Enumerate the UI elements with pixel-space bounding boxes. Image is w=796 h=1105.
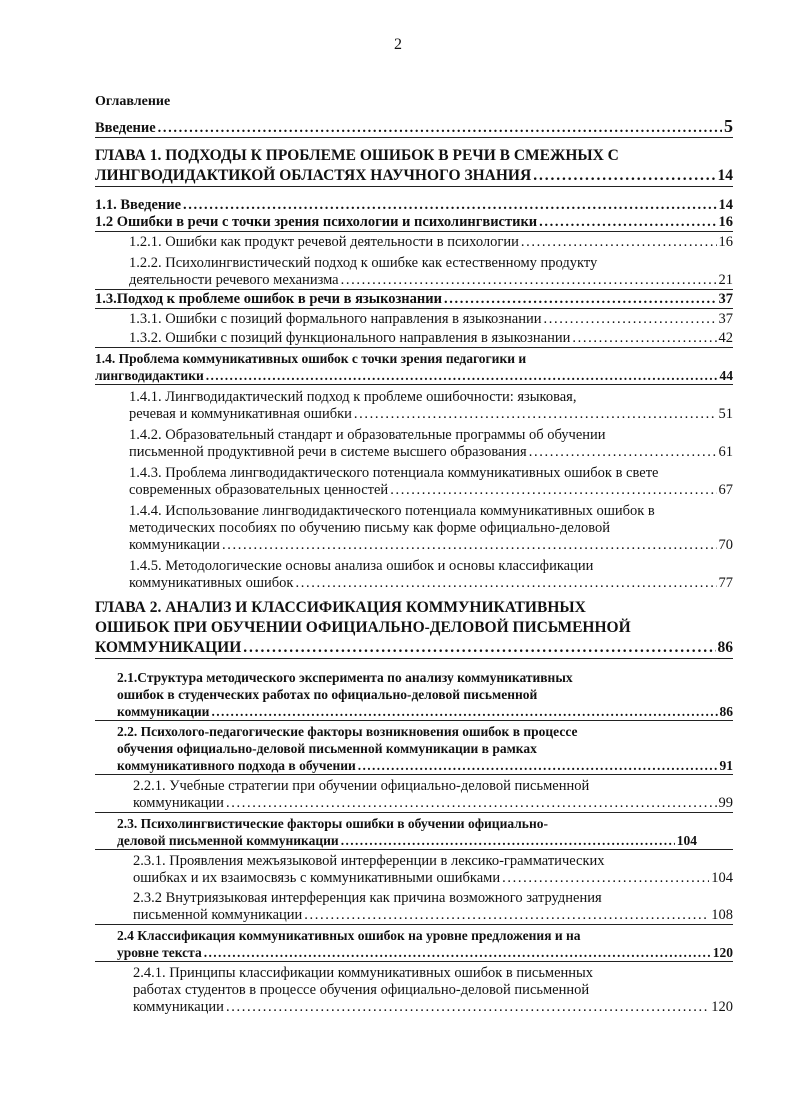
toc-entry-title: обучения официально-деловой письменной коммуникации в рамках — [117, 741, 537, 756]
toc-entry-title: письменной продуктивной речи в системе высшего образования — [129, 444, 527, 460]
toc-entry-page: 77 — [718, 575, 733, 591]
toc-entry-page: 120 — [711, 999, 733, 1015]
toc-entry-1-4-3[interactable] — [95, 465, 733, 499]
toc-entry-1-4-2[interactable] — [95, 427, 733, 461]
toc-entry-title: ГЛАВА 2. АНАЛИЗ И КЛАССИФИКАЦИЯ КОММУНИКАТИВНЫХ — [95, 599, 586, 616]
toc-entry-page: 14 — [717, 167, 733, 184]
toc-entry-2-3[interactable] — [95, 815, 733, 850]
toc-entry-2-2[interactable] — [95, 723, 733, 775]
toc-entry-title: 1.3.2. Ошибки с позиций функционального направления в языкознании — [129, 330, 571, 346]
toc-entry-1-3[interactable] — [95, 291, 733, 309]
toc-entry-2-2-1[interactable] — [95, 778, 733, 813]
toc-entry-title: ГЛАВА 1. ПОДХОДЫ К ПРОБЛЕМЕ ОШИБОК В РЕЧИ В СМЕЖНЫХ С — [95, 147, 619, 164]
toc-entry-page: 108 — [711, 907, 733, 923]
toc-entry-page: 99 — [718, 795, 733, 811]
toc-entry-page: 104 — [676, 833, 697, 848]
toc-entry-title: лингводидактики — [95, 368, 204, 383]
toc-entry-1-2[interactable] — [95, 214, 733, 232]
toc-entry-title: 1.2 Ошибки в речи с точки зрения психологии и психолингвистики — [95, 214, 538, 230]
toc-entry-1-2-2[interactable] — [95, 255, 733, 290]
toc-entry-title: 1.4.4. Использование лингводидактического потенциала коммуникативных ошибок в — [129, 503, 655, 519]
toc-entry-title: 2.4 Классификация коммуникативных ошибок на уровне предложения и на — [117, 928, 581, 943]
toc-entry-1-2-1[interactable] — [95, 234, 733, 251]
toc-entry-page: 16 — [718, 214, 733, 230]
toc-entry-title: 1.1. Введение — [95, 197, 182, 213]
toc-entry-1-4[interactable] — [95, 350, 733, 385]
toc-entry-title: методических пособиях по обучению письму как форме официально-деловой — [129, 520, 611, 536]
toc-entry-title: 1.2.1. Ошибки как продукт речевой деятельности в психологии — [129, 234, 519, 250]
toc-entry-page: 21 — [718, 272, 733, 288]
toc-entry-title: ОШИБОК ПРИ ОБУЧЕНИИ ОФИЦИАЛЬНО-ДЕЛОВОЙ ПИСЬМЕННОЙ — [95, 619, 631, 636]
toc-entry-2-3-2[interactable] — [95, 890, 733, 925]
toc-entry-page: 42 — [718, 330, 733, 346]
toc-entry-title: КОММУНИКАЦИИ — [95, 639, 242, 656]
toc-entry-page: 5 — [724, 116, 733, 136]
toc-entry-title: коммуникации — [117, 704, 210, 719]
toc-entry-page: 44 — [719, 368, 733, 383]
toc-entry-page: 67 — [718, 482, 733, 498]
toc-entry-page: 61 — [718, 444, 733, 460]
toc-entry-title: 1.4.2. Образовательный стандарт и образовательные программы об обучении — [129, 427, 606, 443]
toc-entry-1-3-1[interactable] — [95, 311, 733, 328]
toc-entry-page: 51 — [718, 406, 733, 422]
toc-entry-title: 2.2. Психолого-педагогические факторы возникновения ошибок в процессе — [117, 724, 578, 739]
toc-entry-title: речевая и коммуникативная ошибки — [129, 406, 352, 422]
toc-entry-title: деловой письменной коммуникации — [117, 833, 339, 848]
toc-entry-page: 70 — [718, 537, 733, 553]
toc-entry-title: 2.3. Психолингвистические факторы ошибки в обучении официально- — [117, 816, 548, 831]
toc-entry-title: коммуникативного подхода в обучении — [117, 758, 356, 773]
toc-entry-page: 86 — [719, 704, 733, 719]
toc-entry-1-1[interactable] — [95, 197, 733, 214]
toc-entry-title: 2.1.Структура методического эксперимента по анализу коммуникативных — [117, 670, 573, 685]
toc-entry-page: 86 — [717, 639, 733, 656]
toc-entry-intro[interactable] — [95, 118, 733, 138]
toc-entry-title: 2.2.1. Учебные стратегии при обучении официально-деловой письменной — [133, 778, 590, 794]
toc-entry-title: уровне текста — [117, 945, 202, 960]
toc-entry-2-1[interactable] — [95, 669, 733, 721]
toc-entry-title: деятельности речевого механизма — [129, 272, 339, 288]
toc-entry-title: коммуникации — [133, 795, 224, 811]
toc-entry-title: 1.4.1. Лингводидактический подход к проблеме ошибочности: языковая, — [129, 389, 577, 405]
table-of-contents — [95, 118, 733, 1016]
toc-entry-title: коммуникации — [129, 537, 220, 553]
toc-entry-title: коммуникативных ошибок — [129, 575, 294, 591]
toc-chapter-2[interactable] — [95, 598, 733, 659]
toc-entry-page: 14 — [718, 197, 733, 213]
toc-entry-title: 1.4.5. Методологические основы анализа ошибок и основы классификации — [129, 558, 594, 574]
toc-entry-title: современных образовательных ценностей — [129, 482, 389, 498]
toc-entry-title: 1.2.2. Психолингвистический подход к ошибке как естественному продукту — [129, 255, 598, 271]
toc-heading: Оглавление — [95, 94, 171, 109]
toc-entry-title: коммуникации — [133, 999, 224, 1015]
toc-entry-1-4-4[interactable] — [95, 503, 733, 554]
toc-entry-2-3-1[interactable] — [95, 853, 733, 887]
toc-entry-title: 2.3.2 Внутриязыковая интерференция как причина возможного затруднения — [133, 890, 602, 906]
toc-entry-title: Введение — [95, 120, 156, 136]
toc-entry-1-3-2[interactable] — [95, 330, 733, 348]
toc-chapter-1[interactable] — [95, 146, 733, 187]
toc-entry-title: 2.4.1. Принципы классификации коммуникативных ошибок в письменных — [133, 965, 594, 981]
toc-entry-page: 16 — [718, 234, 733, 250]
toc-entry-1-4-5[interactable] — [95, 558, 733, 592]
toc-entry-title: 1.3.Подход к проблеме ошибок в речи в языкознании — [95, 291, 442, 307]
toc-entry-2-4[interactable] — [95, 927, 733, 962]
toc-entry-title: работах студентов в процессе обучения официально-деловой письменной — [133, 982, 590, 998]
toc-entry-2-4-1[interactable] — [95, 965, 733, 1016]
toc-entry-title: 1.3.1. Ошибки с позиций формального направления в языкознании — [129, 311, 542, 327]
toc-entry-title: письменной коммуникации — [133, 907, 303, 923]
toc-entry-title: 2.3.1. Проявления межъязыковой интерференции в лексико-грамматических — [133, 853, 605, 869]
toc-entry-page: 37 — [718, 311, 733, 327]
toc-entry-page: 104 — [711, 870, 733, 886]
toc-entry-1-4-1[interactable] — [95, 389, 733, 423]
toc-entry-title: ошибок в студенческих работах по официально-деловой письменной — [117, 687, 538, 702]
toc-entry-page: 120 — [712, 945, 733, 960]
toc-entry-title: ошибках и их взаимосвязь с коммуникативными ошибками — [133, 870, 501, 886]
page-number: 2 — [394, 36, 402, 53]
toc-entry-page: 91 — [719, 758, 733, 773]
toc-entry-title: 1.4.3. Проблема лингводидактического потенциала коммуникативных ошибок в свете — [129, 465, 659, 481]
toc-entry-page: 37 — [718, 291, 733, 307]
toc-entry-title: ЛИНГВОДИДАКТИКОЙ ОБЛАСТЯХ НАУЧНОГО ЗНАНИЯ — [95, 167, 532, 184]
toc-entry-title: 1.4. Проблема коммуникативных ошибок с точки зрения педагогики и — [95, 351, 527, 366]
